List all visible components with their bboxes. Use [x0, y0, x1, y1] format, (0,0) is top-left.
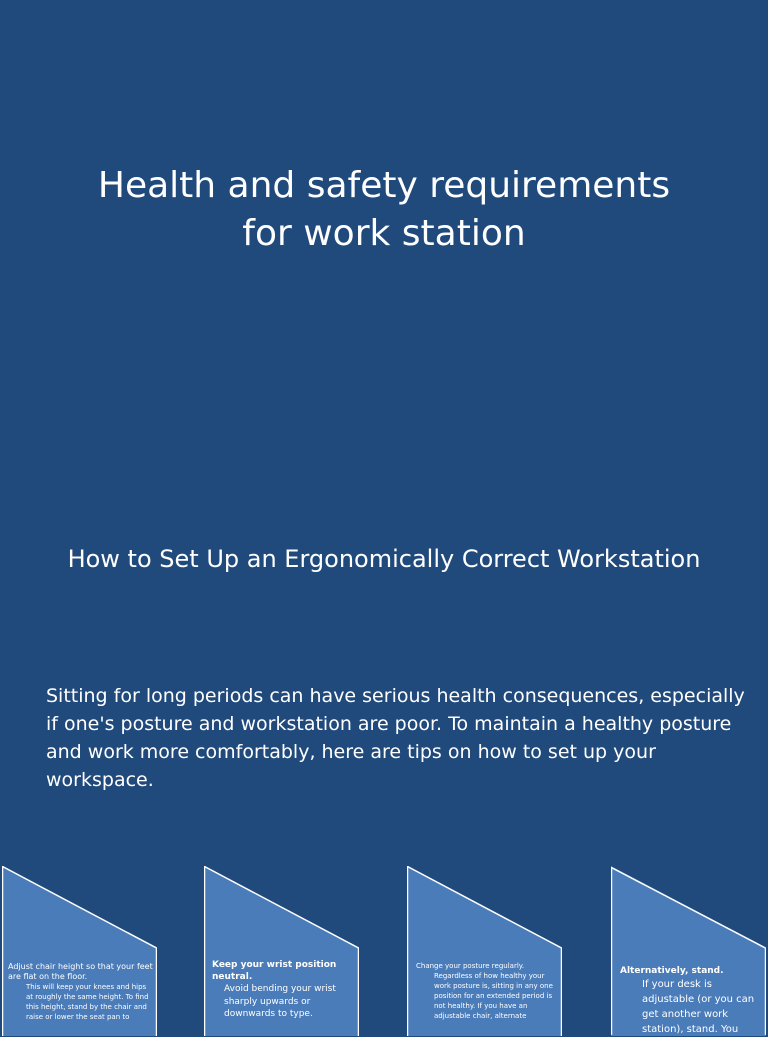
tip-wrist-text [212, 959, 352, 1021]
tip-stand-text [620, 965, 762, 1037]
slide-title-line-2: for work station [242, 213, 526, 254]
tip-chair-height-heading: Adjust chair height so that your feet are flat on the floor. [8, 962, 153, 981]
tip-chair-height-text [8, 962, 154, 1022]
tip-posture-detail: Regardless of how healthy your work posture is, sitting in any one position for an extended period is not healthy. If you have an adjustable chair, alternate [434, 972, 553, 1020]
tip-chair-height-detail: This will keep your knees and hips at roughly the same height. To find this height, stand by the chair and raise or lower the seat pan to [26, 983, 149, 1021]
slide-title [0, 162, 768, 258]
tip-stand-detail: If your desk is adjustable (or you can get another work station), stand. You [642, 979, 755, 1035]
tip-posture-text [416, 961, 554, 1021]
tip-posture-heading: Change your posture regularly. [416, 962, 525, 970]
tip-wrist-detail: Avoid bending your wrist sharply upwards or downwards to type. [224, 984, 336, 1019]
tip-stand-heading: Alternatively, stand. [620, 966, 724, 976]
intro-paragraph: Sitting for long periods can have serious health consequences, especially if one's posture and workstation are poor. To maintain a healthy posture and work more comfortably, here are tips on how to set up your workspace. [46, 685, 745, 791]
slide-title-line-1: Health and safety requirements [97, 165, 671, 206]
tip-wrist-heading: Keep your wrist position neutral. [212, 960, 337, 982]
slide-subtitle: How to Set Up an Ergonomically Correct Workstation [67, 545, 701, 573]
